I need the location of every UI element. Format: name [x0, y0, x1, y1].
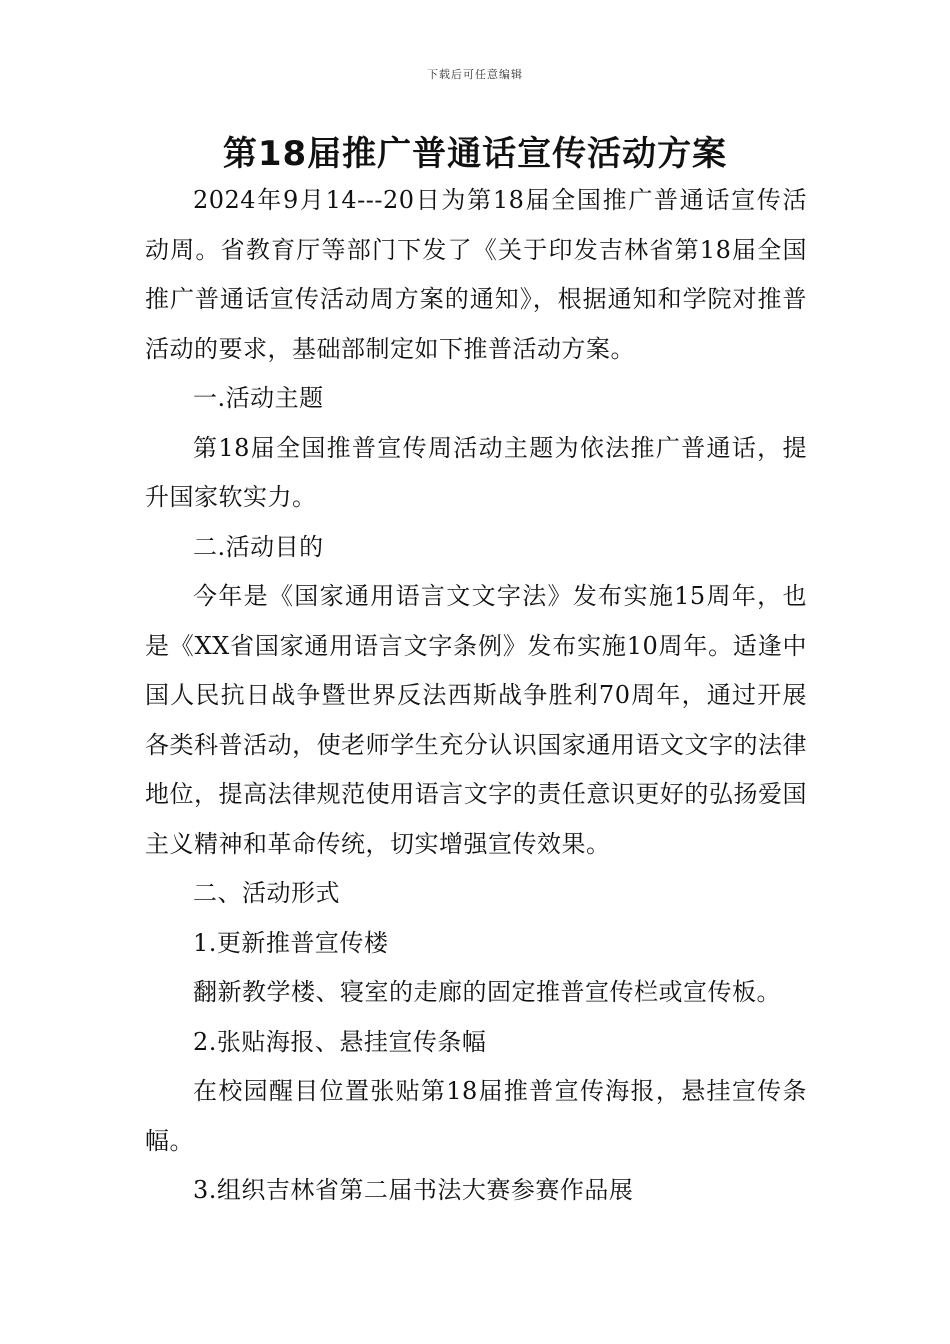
intro-paragraph: 2024年9月14---20日为第18届全国推广普通话宣传活动周。省教育厅等部门下发了《关于印发吉林省第18届全国推广普通话宣传活动周方案的通知》，根据通知和学院对推普活动的要求，基础部制定如下推普活动方案。	[145, 186, 807, 363]
item-paragraph-2: 在校园醒目位置张贴第18届推普宣传海报，悬挂宣传条幅。	[145, 1077, 807, 1155]
item-heading-1: 1.更新推普宣传楼	[193, 928, 389, 957]
section-paragraph-purpose: 今年是《国家通用语言文文字法》发布实施15周年，也是《XX省国家通用语言文字条例》发布实施10周年。适逢中国人民抗日战争暨世界反法西斯战争胜利70周年，通过开展各类科普活动，使老师学生充分认识国家通用语文文字的法律地位，提高法律规范使用语言文字的责任意识更好的弘扬爱国主义精神和革命传统，切实增强宣传效果。	[145, 582, 807, 858]
document-body	[145, 176, 807, 1216]
section-heading-theme: 一.活动主题	[193, 384, 324, 412]
item-paragraph-1: 翻新教学楼、寝室的走廊的固定推普宣传栏或宣传板。	[193, 978, 781, 1006]
document-title: 第18届推广普通话宣传活动方案	[222, 134, 728, 174]
section-heading-purpose: 二.活动目的	[193, 532, 324, 561]
section-heading-format: 二、活动形式	[193, 879, 340, 907]
item-heading-2: 2.张贴海报、悬挂宣传条幅	[193, 1027, 487, 1056]
section-paragraph-theme: 第18届全国推普宣传周活动主题为依法推广普通话，提升国家软实力。	[145, 433, 807, 511]
item-heading-3: 3.组织吉林省第二届书法大赛参赛作品展	[193, 1176, 634, 1204]
header-note: 下载后可任意编辑	[427, 68, 523, 81]
